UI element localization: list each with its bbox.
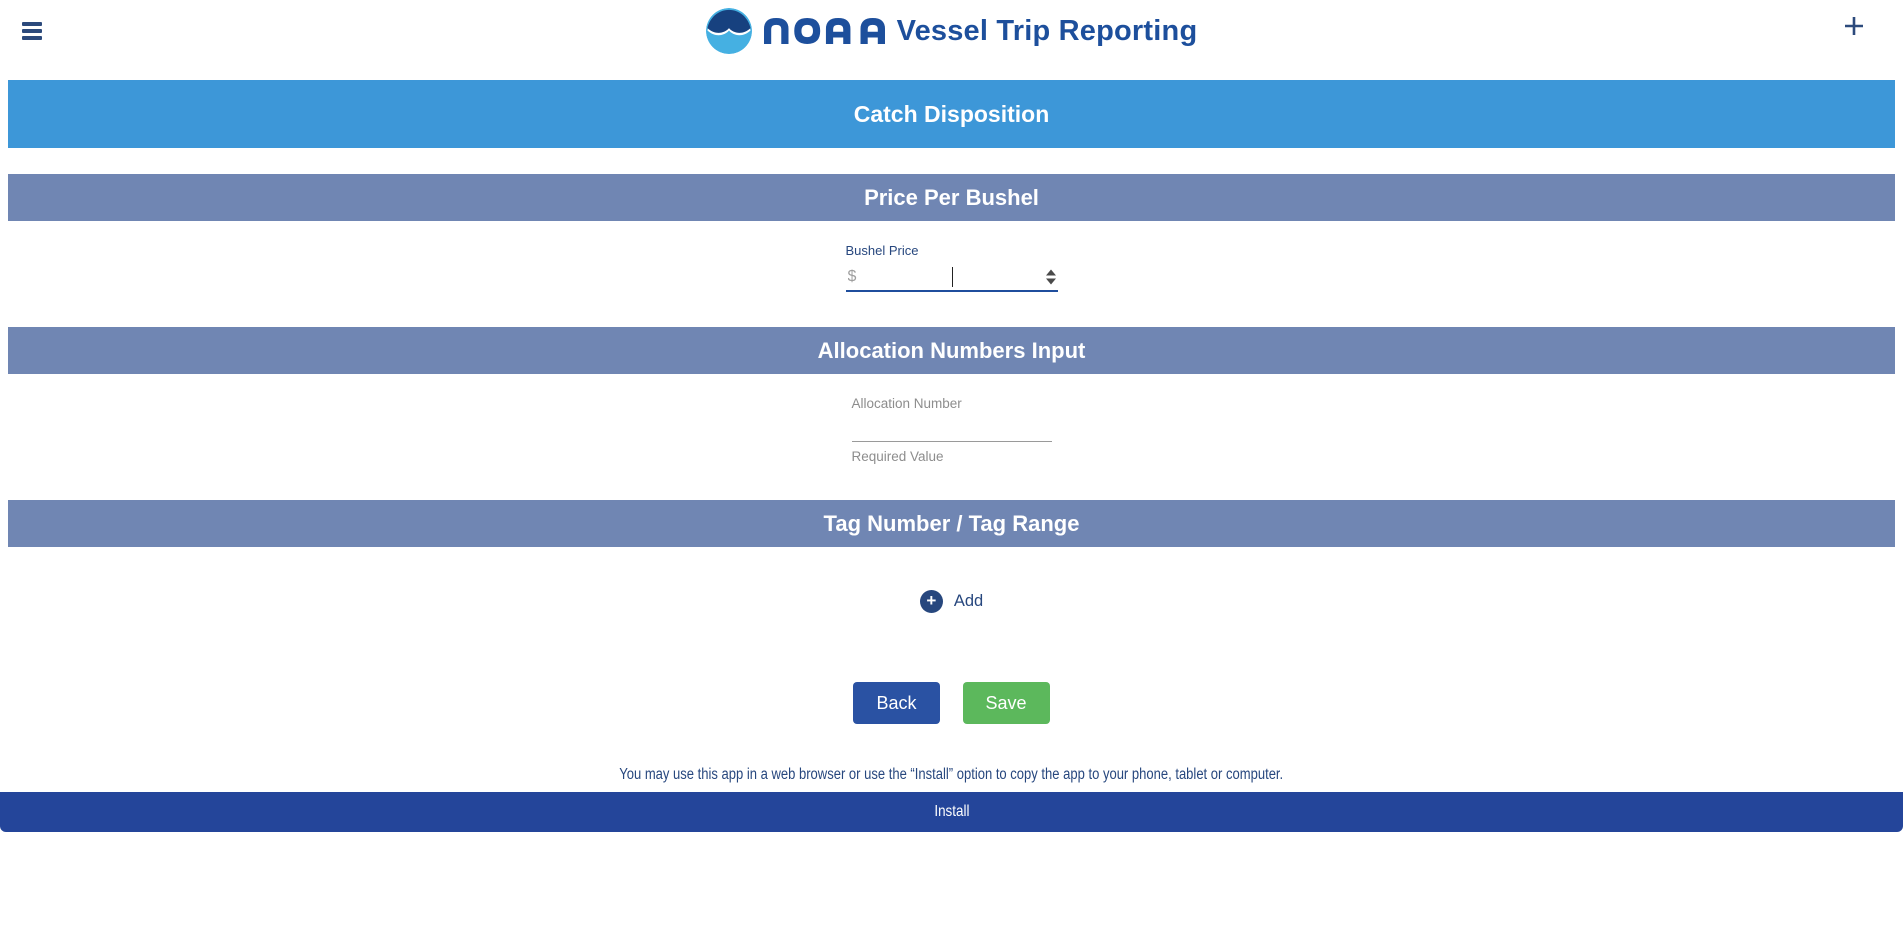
bushel-price-label: Bushel Price [845,243,919,258]
stepper-down-icon[interactable] [1046,279,1056,285]
allocation-helper-text: Required Value [851,449,944,464]
number-stepper[interactable] [1046,270,1056,285]
section-heading-tags: Tag Number / Tag Range [8,500,1895,547]
add-tag-label: Add [953,592,984,610]
back-button[interactable]: Back [853,682,939,724]
plus-circle-icon: + [920,590,943,613]
noaa-logo-icon [706,8,752,54]
stepper-up-icon[interactable] [1046,270,1056,276]
install-button[interactable] [0,792,1903,832]
allocation-number-label: Allocation Number [851,396,962,411]
add-trip-button[interactable] [1841,14,1867,40]
brand [0,0,1903,62]
page-title: Catch Disposition [853,100,1050,127]
allocation-number-field [852,396,1052,464]
text-caret [952,267,954,287]
form-actions [0,682,1903,724]
app-header [0,0,1903,62]
install-note: You may use this app in a web browser or use the “Install” option to copy the app to your phone, tablet or computer. [619,766,1284,783]
noaa-wordmark [764,18,885,44]
section-heading-allocation: Allocation Numbers Input [8,327,1895,374]
section-heading-price: Price Per Bushel [8,174,1895,221]
install-button-label: Install [933,803,970,820]
save-button[interactable]: Save [963,682,1050,724]
add-tag-row [0,590,1903,613]
bushel-price-input-row [846,264,1058,292]
app-title: Vessel Trip Reporting [896,14,1198,47]
add-tag-button[interactable] [920,590,983,613]
bushel-price-field [846,243,1058,292]
page-title-banner [8,80,1895,148]
allocation-number-input[interactable] [852,412,1052,442]
plus-icon [1842,14,1866,38]
